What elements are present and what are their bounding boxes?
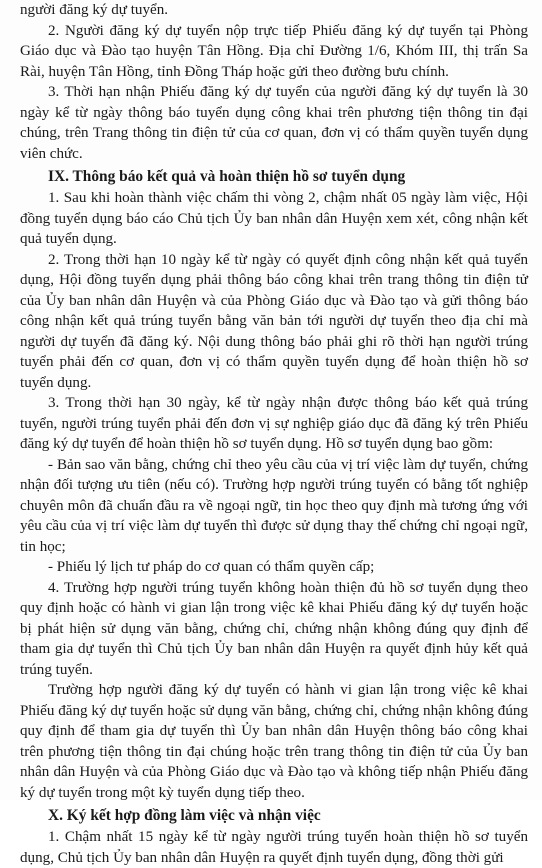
section-9-paragraph-2: 2. Trong thời hạn 10 ngày kể từ ngày có quyết định công nhận kết quả tuyển dụng, Hội đồng tuyển dụng phải thông báo công khai trên trang thông tin điện tử của Ủy ban nhân dân Huyện và của Phòng Giáo dục và Đào tạo và gửi thông báo công nhận kết quả trúng tuyển bằng văn bản tới người dự tuyển theo địa chỉ mà người dự tuyển đã đăng ký. Nội dung thông báo phải ghi rõ thời hạn người trúng tuyển phải đến cơ quan, đơn vị có thẩm quyền tuyển dụng để hoàn thiện hồ sơ tuyển dụng. <box>20 251 528 391</box>
section-9-paragraph-1: 1. Sau khi hoàn thành việc chấm thi vòng 2, chậm nhất 05 ngày làm việc, Hội đồng tuyển dụng báo cáo Chủ tịch Ủy ban nhân dân Huyện xem xét, công nhận kết quả tuyển dụng. <box>20 190 528 247</box>
section-9-bullet-1: - Bản sao văn bằng, chứng chỉ theo yêu cầu của vị trí việc làm dự tuyển, chứng nhận đối tượng ưu tiên (nếu có). Trường hợp người trúng tuyển có bằng tốt nghiệp chuyên môn đã chuẩn đầu ra về ngoại ngữ, tin học theo quy định mà tương ứng với yêu cầu của vị trí việc làm dự tuyển thì được sử dụng thay thế chứng chỉ ngoại ngữ, tin học; <box>20 456 528 555</box>
section-9-paragraph-3: 3. Trong thời hạn 30 ngày, kể từ ngày nhận được thông báo kết quả trúng tuyển, người trúng tuyển phải đến đơn vị sự nghiệp giáo dục đã đăng ký trên Phiếu đăng ký dự tuyển để hoàn thiện hồ sơ tuyển dụng. Hồ sơ tuyển dụng bao gồm: <box>20 395 528 452</box>
section-9-bullet-2: - Phiếu lý lịch tư pháp do cơ quan có thẩm quyền cấp; <box>48 559 375 575</box>
section-9-heading: IX. Thông báo kết quả và hoàn thiện hồ sơ tuyển dụng <box>48 168 406 185</box>
section-10-paragraph-1: 1. Chậm nhất 15 ngày kể từ ngày người trúng tuyển hoàn thiện hồ sơ tuyển dụng, Chủ tịch Ủy ban nhân dân Huyện ra quyết định tuyển dụng, đồng thời gửi <box>20 829 528 866</box>
intro-fragment: người đăng ký dự tuyển. <box>20 2 169 18</box>
paragraph-3: 3. Thời hạn nhận Phiếu đăng ký dự tuyển của người đăng ký dự tuyển là 30 ngày kể từ ngày thông báo tuyển dụng công khai trên phương tiện thông tin đại chúng, trên Trang thông tin điện tử của cơ quan, đơn vị có thẩm quyền tuyển dụng viên chức. <box>20 84 528 162</box>
section-10-heading: X. Ký kết hợp đồng làm việc và nhận việc <box>48 807 321 824</box>
section-9-paragraph-5: Trường hợp người đăng ký dự tuyển có hành vi gian lận trong việc kê khai Phiếu đăng ký dự tuyển hoặc sử dụng văn bằng, chứng chỉ, chứng nhận không đúng quy định để tham gia dự tuyển thì Ủy ban nhân dân Huyện thông báo công khai trên phương tiện thông tin đại chúng hoặc trên trang thông tin điện tử của Ủy ban nhân dân Huyện và của Phòng Giáo dục và Đào tạo và không tiếp nhận Phiếu đăng ký dự tuyển trong một kỳ tuyển dụng tiếp theo. <box>20 682 528 801</box>
paragraph-2: 2. Người đăng ký dự tuyển nộp trực tiếp Phiếu đăng ký dự tuyển tại Phòng Giáo dục và Đào tạo huyện Tân Hồng. Địa chỉ Đường 1/6, Khóm III, thị trấn Sa Rài, huyện Tân Hồng, tỉnh Đồng Tháp hoặc gửi theo đường bưu chính. <box>20 22 528 80</box>
section-9-paragraph-4: 4. Trường hợp người trúng tuyển không hoàn thiện đủ hồ sơ tuyển dụng theo quy định hoặc có hành vi gian lận trong việc kê khai Phiếu đăng ký dự tuyển hoặc bị phát hiện sử dụng văn bằng, chứng chỉ, chứng nhận không đúng quy định để tham gia dự tuyển thì Chủ tịch Ủy ban nhân dân Huyện ra quyết định hủy kết quả trúng tuyển. <box>20 579 528 678</box>
